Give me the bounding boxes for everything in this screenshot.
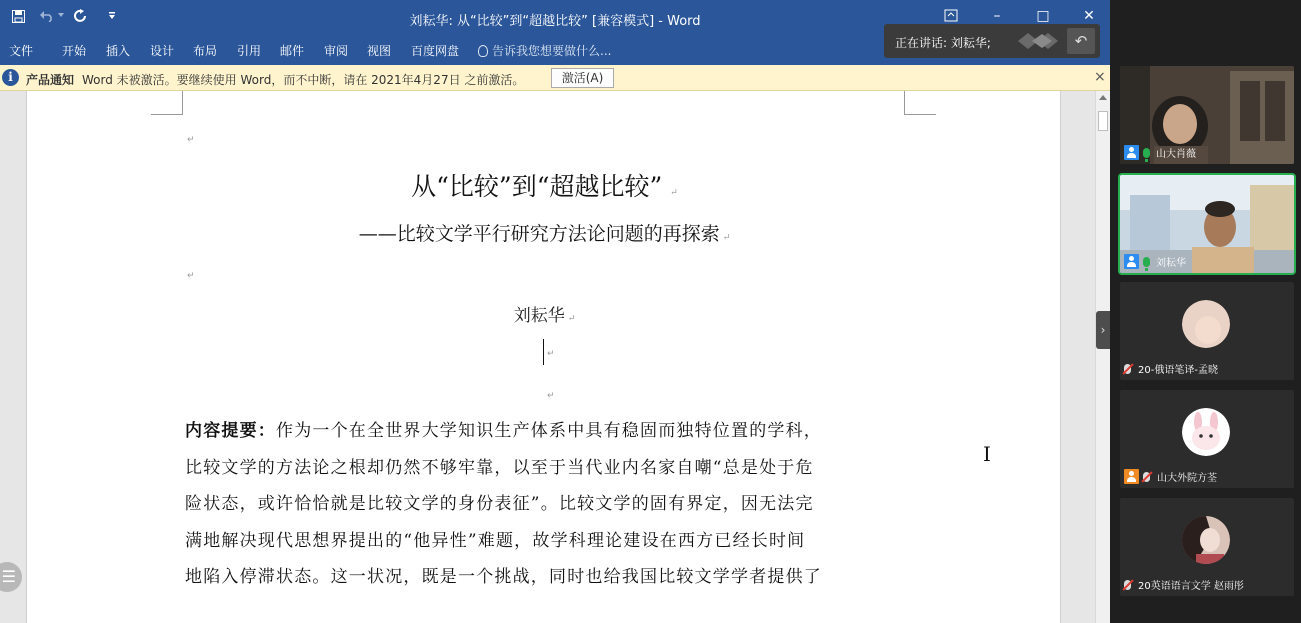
scrollbar-thumb[interactable] [1098, 111, 1108, 131]
participant-label [1124, 577, 1244, 592]
tab-references[interactable]: 引用 [237, 44, 262, 58]
document-subheading: ——比较文学平行研究方法论问题的再探索 ↵ [358, 223, 731, 245]
participant-name: 山大外院方荃 [1157, 473, 1217, 484]
host-icon [1124, 145, 1139, 160]
mic-muted-icon [1124, 580, 1131, 590]
video-tile[interactable] [1120, 282, 1294, 380]
abstract-line: 地陷入停滞状态。这一状况，既是一个挑战，同时也给我国比较文学学者提供了 [185, 567, 822, 587]
abstract-line: 险状态，或许恰恰就是比较文学的身份表征”。比较文学的固有界定，因无法完 [185, 494, 814, 514]
participant-name: 山大肖薇 [1156, 149, 1196, 160]
window-title: 刘耘华: 从“比较”到“超越比较” [兼容模式] - Word [409, 14, 701, 29]
avatar [1182, 408, 1230, 456]
tab-layout[interactable]: 布局 [193, 44, 218, 58]
mic-on-icon [1143, 257, 1150, 267]
tab-mailings[interactable]: 邮件 [280, 44, 305, 58]
avatar [1182, 516, 1230, 564]
product-notice-bar [0, 65, 1110, 91]
tab-review[interactable]: 审阅 [324, 44, 349, 58]
margin-corner-mark [151, 91, 183, 115]
maximize-button[interactable]: □ [1036, 8, 1050, 24]
lightbulb-icon [478, 45, 488, 57]
notice-close-button[interactable]: × [1094, 69, 1106, 85]
speaking-indicator [884, 24, 1100, 58]
mic-on-icon [1143, 148, 1150, 158]
speaking-label: 正在讲话: 刘耘华; [895, 36, 991, 50]
activate-button[interactable]: 激活(A) [551, 68, 614, 88]
collapse-panel-chevron-icon[interactable]: › [1096, 311, 1110, 349]
document-author: 刘耘华 ↵ [513, 306, 576, 326]
text-cursor [543, 339, 544, 365]
tab-baidu-netdisk[interactable]: 百度网盘 [411, 44, 460, 58]
close-button[interactable]: ✕ [1083, 8, 1095, 24]
abstract-line: 内容提要：作为一个在全世界大学知识生产体系中具有稳固而独特位置的学科， [185, 421, 822, 441]
host-icon [1124, 254, 1139, 269]
participants-panel [1110, 0, 1301, 623]
document-area [0, 91, 1095, 623]
avatar [1182, 300, 1230, 348]
abstract-label: 内容提要： [185, 421, 276, 441]
video-tile[interactable] [1120, 498, 1294, 596]
notice-heading: 产品通知 [26, 73, 75, 87]
document-page[interactable] [26, 91, 1061, 623]
paragraph-mark: ↵ [547, 391, 555, 401]
margin-corner-mark [904, 91, 936, 115]
paragraph-mark: ↵ [187, 135, 195, 145]
participant-name: 20英语语言文学 赵雨彤 [1138, 581, 1244, 592]
video-tile[interactable] [1120, 175, 1294, 273]
minimize-button[interactable]: – [993, 8, 1001, 24]
participant-label [1124, 145, 1196, 160]
tell-me-box[interactable] [478, 42, 611, 59]
scroll-up-arrow-icon[interactable] [1099, 95, 1107, 100]
participant-label [1124, 469, 1217, 484]
info-icon: i [2, 69, 19, 86]
tab-insert[interactable]: 插入 [106, 44, 131, 58]
mic-muted-icon [1124, 364, 1131, 374]
audio-wave-icon [1018, 32, 1064, 50]
mic-muted-icon [1143, 472, 1150, 482]
tab-view[interactable]: 视图 [367, 44, 392, 58]
exit-share-icon[interactable]: ↶ [1067, 28, 1095, 54]
notice-message: Word 未被激活。要继续使用 Word，而不中断，请在 2021年4月27日 之前激活。 [82, 73, 525, 87]
tab-design[interactable]: 设计 [150, 44, 175, 58]
tell-me-text: 告诉我您想要做什么... [492, 44, 612, 58]
participant-label [1124, 361, 1218, 376]
abstract-paragraph [185, 416, 915, 599]
video-tile[interactable] [1120, 390, 1294, 488]
tab-file[interactable]: 文件 [9, 44, 34, 58]
vertical-scrollbar[interactable] [1095, 91, 1110, 623]
abstract-line: 满地解决现代思想界提出的“他异性”难题，故学科理论建设在西方已经长时间 [185, 530, 806, 551]
person-icon [1124, 469, 1139, 484]
paragraph-mark: ↵ [547, 349, 555, 359]
participant-name: 20-俄语笔译-孟晓 [1138, 365, 1218, 376]
paragraph-mark: ↵ [187, 271, 195, 281]
video-tile[interactable] [1120, 66, 1294, 164]
navigation-pane-icon[interactable]: ☰ [0, 562, 22, 592]
document-heading: 从“比较”到“超越比较” ↵ [411, 172, 678, 201]
participant-name: 刘耘华 [1156, 258, 1186, 269]
abstract-line: 比较文学的方法论之根却仍然不够牢靠，以至于当代业内名家自嘲“总是处于危 [185, 457, 814, 478]
participant-label [1124, 254, 1186, 269]
ibeam-cursor-icon: I [983, 442, 991, 466]
tab-home[interactable]: 开始 [62, 44, 87, 58]
